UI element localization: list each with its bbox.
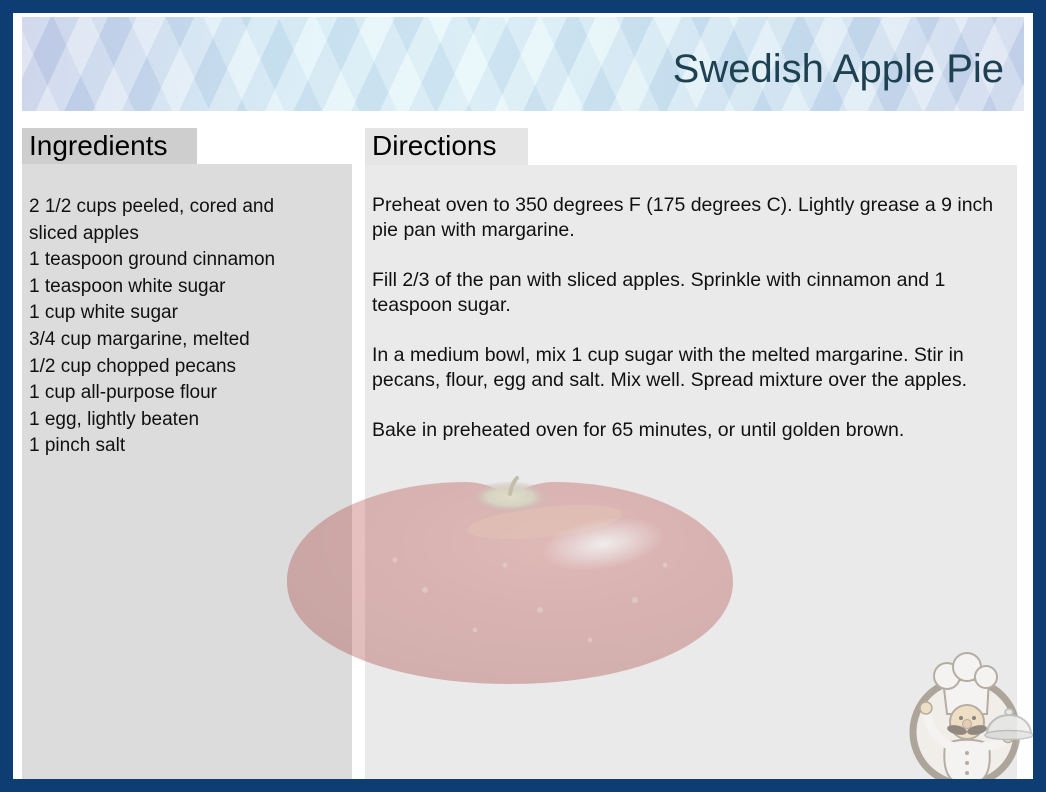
ingredients-list	[22, 164, 352, 460]
ingredient-item: 1/2 cup chopped pecans	[29, 355, 237, 377]
direction-step: Fill 2/3 of the pan with sliced apples. Sprinkle with cinnamon and 1 teaspoon sugar.	[372, 269, 946, 316]
ingredient-item: 2 1/2 cups peeled, cored and sliced apples	[29, 196, 275, 244]
ingredients-heading-box	[22, 128, 197, 164]
ingredients-heading: Ingredients	[29, 130, 168, 161]
direction-step: Bake in preheated oven for 65 minutes, or until golden brown.	[372, 419, 905, 441]
direction-step: In a medium bowl, mix 1 cup sugar with the melted margarine. Stir in pecans, flour, egg and salt. Mix well. Spread mixture over the apples.	[372, 344, 968, 391]
ingredient-item: 1 cup all-purpose flour	[29, 382, 217, 404]
ingredient-item: 3/4 cup margarine, melted	[29, 328, 250, 350]
directions-heading: Directions	[372, 130, 497, 161]
ingredient-item: 1 egg, lightly beaten	[29, 408, 200, 430]
ingredient-item: 1 teaspoon white sugar	[29, 275, 226, 297]
ingredient-item: 1 teaspoon ground cinnamon	[29, 249, 276, 271]
page-title: Swedish Apple Pie	[672, 46, 1004, 91]
directions-heading-box	[365, 128, 528, 165]
ingredient-item: 1 pinch salt	[29, 435, 126, 457]
header-banner	[22, 17, 1024, 111]
directions-steps	[365, 165, 1017, 468]
ingredient-item: 1 cup white sugar	[29, 302, 178, 324]
direction-step: Preheat oven to 350 degrees F (175 degrees C). Lightly grease a 9 inch pie pan with margarine.	[372, 194, 994, 241]
